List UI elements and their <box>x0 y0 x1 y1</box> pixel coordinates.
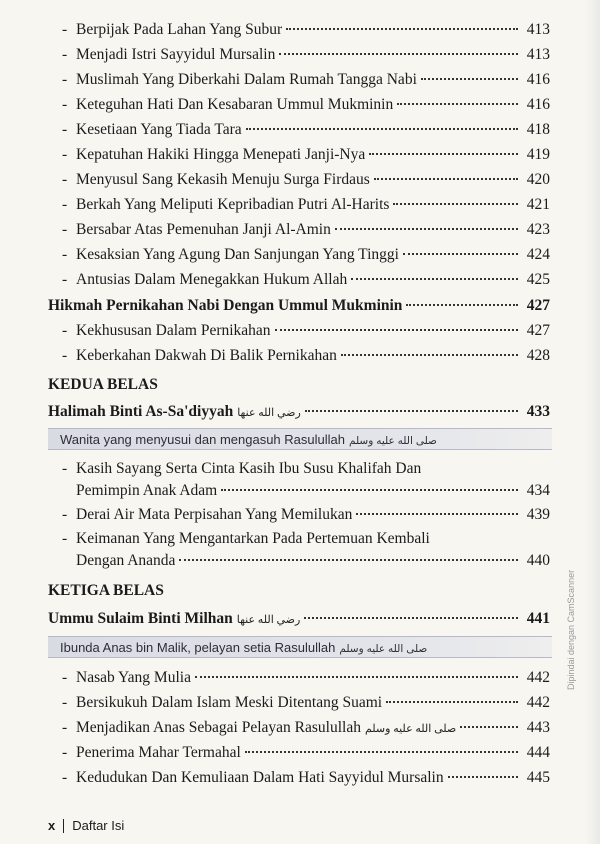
bullet: - <box>62 71 68 88</box>
scanner-watermark: Dipindai dengan CamScanner <box>566 569 576 690</box>
bullet: - <box>62 246 68 263</box>
bullet: - <box>62 196 68 213</box>
toc-entry[interactable] <box>62 145 550 165</box>
chapter-heading: KEDUA BELAS <box>48 376 158 393</box>
book-spine-shadow <box>586 0 600 844</box>
toc-entry-title: Kepatuhan Hakiki Hingga Menepati Janji-Nya <box>76 146 366 163</box>
page-number: x <box>48 818 56 833</box>
toc-entry-page: 433 <box>526 403 550 420</box>
leader-dots <box>421 78 518 80</box>
chapter-subtitle-band <box>48 428 552 450</box>
leader-dots <box>393 203 518 205</box>
bullet: - <box>62 221 68 238</box>
leader-dots <box>195 676 518 678</box>
toc-entry[interactable] <box>62 768 550 788</box>
toc-entry-title: Antusias Dalam Menegakkan Hukum Allah <box>76 271 348 288</box>
toc-entry-page: 416 <box>526 96 550 113</box>
toc-entry[interactable] <box>62 718 550 739</box>
toc-entry-title: Halimah Binti As-Sa'diyyah <box>48 403 234 420</box>
toc-entry-page: 425 <box>526 271 550 288</box>
toc-entry-page: 427 <box>526 322 550 339</box>
honorific-calligraphy: صلى الله عليه وسلم <box>348 435 437 447</box>
toc-section-entry[interactable] <box>48 296 550 316</box>
toc-entry[interactable] <box>76 551 550 571</box>
leader-dots <box>279 53 518 55</box>
toc-entry-title: Muslimah Yang Diberkahi Dalam Rumah Tangga Nabi <box>76 71 417 88</box>
bullet: - <box>62 744 68 761</box>
toc-entry-title: Keimanan Yang Mengantarkan Pada Pertemuan Kembali <box>76 530 430 547</box>
toc-entry[interactable] <box>62 668 550 688</box>
bullet: - <box>62 347 68 364</box>
toc-entry-page: 413 <box>526 46 550 63</box>
toc-entry-title: Bersabar Atas Pemenuhan Janji Al-Amin <box>76 221 331 238</box>
toc-entry-page: 428 <box>526 347 550 364</box>
toc-entry-page: 420 <box>526 171 550 188</box>
chapter-subtitle-band <box>48 636 552 658</box>
leader-dots <box>246 128 518 130</box>
toc-entry[interactable] <box>62 170 550 190</box>
chapter-title-entry[interactable] <box>48 402 550 423</box>
leader-dots <box>221 489 518 491</box>
toc-entry-title: Kesaksian Yang Agung Dan Sanjungan Yang Tinggi <box>76 246 399 263</box>
toc-entry-title: Menyusul Sang Kekasih Menuju Surga Firdaus <box>76 171 370 188</box>
toc-entry-title: Keberkahan Dakwah Di Balik Pernikahan <box>76 347 337 364</box>
toc-entry[interactable] <box>62 20 550 40</box>
page-footer <box>48 818 124 833</box>
toc-entry-title: Menjadi Istri Sayyidul Mursalin <box>76 46 276 63</box>
bullet: - <box>62 121 68 138</box>
leader-dots <box>386 701 518 703</box>
toc-entry-title: Berpijak Pada Lahan Yang Subur <box>76 21 283 38</box>
leader-dots <box>406 304 518 306</box>
toc-entry-title: Pemimpin Anak Adam <box>76 482 218 499</box>
toc-entry[interactable] <box>62 346 550 366</box>
toc-entry-page: 419 <box>526 146 550 163</box>
bullet: - <box>62 21 68 38</box>
toc-entry[interactable] <box>62 45 550 65</box>
toc-entry[interactable] <box>62 693 550 713</box>
leader-dots <box>397 103 518 105</box>
bullet: - <box>62 146 68 163</box>
leader-dots <box>448 776 518 778</box>
bullet: - <box>62 460 68 477</box>
toc-entry[interactable] <box>62 120 550 140</box>
toc-entry-page: 427 <box>526 297 550 314</box>
chapter-subtitle: Ibunda Anas bin Malik, pelayan setia Rasulullah <box>60 640 336 655</box>
toc-entry-title: Nasab Yang Mulia <box>76 669 191 686</box>
toc-entry-title: Derai Air Mata Perpisahan Yang Memilukan <box>76 506 353 523</box>
toc-entry[interactable] <box>62 220 550 240</box>
leader-dots <box>460 726 518 728</box>
leader-dots <box>179 559 518 561</box>
honorific-calligraphy: صلى الله عليه وسلم <box>364 723 457 735</box>
toc-entry-page: 423 <box>526 221 550 238</box>
toc-entry[interactable] <box>62 245 550 265</box>
toc-entry[interactable] <box>62 321 550 341</box>
toc-entry[interactable] <box>62 505 550 525</box>
toc-entry-page: 413 <box>526 21 550 38</box>
bullet: - <box>62 271 68 288</box>
leader-dots <box>403 253 518 255</box>
toc-entry-title: Hikmah Pernikahan Nabi Dengan Ummul Mukminin <box>48 297 403 314</box>
toc-entry[interactable] <box>62 743 550 763</box>
chapter-subtitle: Wanita yang menyusui dan mengasuh Rasulullah <box>60 432 345 447</box>
bullet: - <box>62 769 68 786</box>
toc-entry-title: Ummu Sulaim Binti Milhan <box>48 610 233 627</box>
leader-dots <box>305 410 518 412</box>
bullet: - <box>62 96 68 113</box>
chapter-heading: KETIGA BELAS <box>48 582 164 599</box>
bullet: - <box>62 322 68 339</box>
honorific-calligraphy: صلى الله عليه وسلم <box>339 643 428 655</box>
toc-entry-page: 439 <box>526 506 550 523</box>
leader-dots <box>304 617 518 619</box>
bullet: - <box>62 669 68 686</box>
toc-entry[interactable] <box>76 481 550 501</box>
bullet: - <box>62 171 68 188</box>
bullet: - <box>62 506 68 523</box>
toc-entry-page: 442 <box>526 669 550 686</box>
toc-entry-page: 416 <box>526 71 550 88</box>
toc-entry-title: Bersikukuh Dalam Islam Meski Ditentang Suami <box>76 694 383 711</box>
toc-entry-page: 441 <box>526 610 550 627</box>
toc-entry-line1[interactable] <box>62 529 550 549</box>
toc-entry[interactable] <box>62 95 550 115</box>
chapter-title-entry[interactable] <box>48 609 550 630</box>
toc-entry[interactable] <box>62 70 550 90</box>
footer-section-label: Daftar Isi <box>72 818 125 833</box>
toc-entry-title: Kesetiaan Yang Tiada Tara <box>76 121 242 138</box>
bullet: - <box>62 694 68 711</box>
leader-dots <box>335 228 518 230</box>
toc-entry-page: 442 <box>526 694 550 711</box>
honorific-calligraphy: رضي الله عنها <box>237 407 301 419</box>
toc-entry-page: 418 <box>526 121 550 138</box>
honorific-calligraphy: رضي الله عنها <box>236 614 301 626</box>
footer-divider <box>63 819 64 833</box>
leader-dots <box>351 278 518 280</box>
toc-entry[interactable] <box>62 270 550 290</box>
leader-dots <box>356 513 518 515</box>
toc-entry-title: Menjadikan Anas Sebagai Pelayan Rasulullah <box>76 719 361 736</box>
leader-dots <box>275 329 518 331</box>
bullet: - <box>62 46 68 63</box>
toc-entry[interactable] <box>62 195 550 215</box>
leader-dots <box>286 28 518 30</box>
toc-entry-page: 445 <box>526 769 550 786</box>
toc-entry-page: 444 <box>526 744 550 761</box>
toc-entry-page: 440 <box>526 552 550 569</box>
toc-entry-title: Kekhususan Dalam Pernikahan <box>76 322 271 339</box>
toc-entry-title: Kasih Sayang Serta Cinta Kasih Ibu Susu Khalifah Dan <box>76 460 422 477</box>
toc-entry-title: Berkah Yang Meliputi Kepribadian Putri Al-Harits <box>76 196 390 213</box>
toc-entry-page: 424 <box>526 246 550 263</box>
bullet: - <box>62 530 68 547</box>
toc-entry-page: 443 <box>526 719 550 736</box>
toc-entry-title: Kedudukan Dan Kemuliaan Dalam Hati Sayyidul Mursalin <box>76 769 444 786</box>
toc-entry-page: 434 <box>526 482 550 499</box>
leader-dots <box>374 178 518 180</box>
toc-entry-title: Penerima Mahar Termahal <box>76 744 241 761</box>
leader-dots <box>341 354 518 356</box>
toc-entry-page: 421 <box>526 196 550 213</box>
toc-entry-title: Dengan Ananda <box>76 552 176 569</box>
leader-dots <box>369 153 518 155</box>
toc-entry-line1[interactable] <box>62 459 550 479</box>
toc-entry-title: Keteguhan Hati Dan Kesabaran Ummul Mukminin <box>76 96 394 113</box>
leader-dots <box>245 751 518 753</box>
bullet: - <box>62 719 68 736</box>
